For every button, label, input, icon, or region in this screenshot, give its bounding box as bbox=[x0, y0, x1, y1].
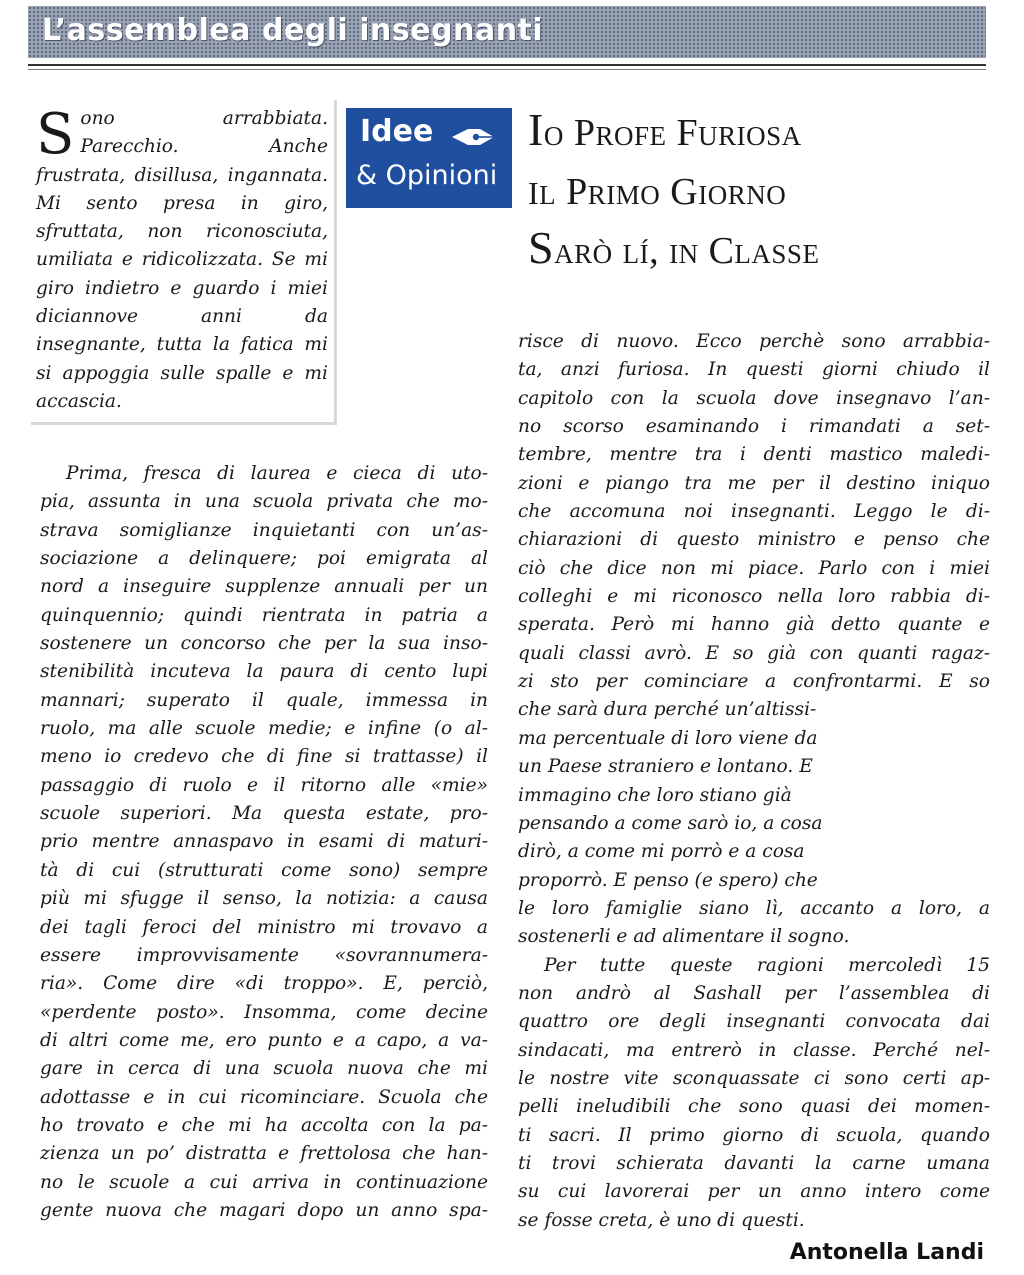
text-line: ma percentuale di loro viene da bbox=[518, 727, 818, 749]
headline-line-2: il Primo Giorno bbox=[528, 163, 787, 214]
headline-line-1: Io Profe Furiosa bbox=[528, 104, 802, 155]
text-line: ciò che dice non mi piace. Parlo con i miei bbox=[518, 557, 990, 579]
text-line: ria». Come dire «di troppo». E, perciò, bbox=[40, 973, 488, 995]
text-line: pia, assunta in una scuola privata che mo- bbox=[40, 491, 488, 513]
author-byline: Antonella Landi bbox=[789, 1240, 984, 1265]
text-line: sostenere un concorso che per la sua inso- bbox=[40, 633, 488, 655]
article-column-left bbox=[40, 460, 488, 1225]
text-line: ti trovi schierata davanti la carne umana bbox=[518, 1152, 990, 1174]
text-line: essere improvvisamente «sovrannumera- bbox=[40, 944, 488, 966]
text-line: di altri come me, ero punto e a capo, a va- bbox=[40, 1029, 488, 1051]
text-line: pelli ineludibili che sono quasi dei momen- bbox=[518, 1096, 990, 1118]
text-line: dirò, a come mi porrò e a cosa bbox=[518, 841, 805, 863]
text-line: prio mentre annaspavo in esami di maturi- bbox=[40, 831, 488, 853]
text-line: no scorso esaminando i rimandati a set- bbox=[518, 416, 990, 438]
text-line: quali classi avrò. E so già con quanti ragaz- bbox=[518, 642, 990, 664]
text-line: zi sto per cominciare a confrontarmi. E so bbox=[518, 671, 990, 693]
text-line: gare in cerca di una scuola nuova che mi bbox=[40, 1058, 488, 1080]
section-banner-title: L’assemblea degli insegnanti bbox=[42, 13, 544, 48]
text-line: meno io credevo che di fine si trattasse) il bbox=[40, 746, 488, 768]
text-line: che accomuna noi insegnanti. Leggo le di- bbox=[518, 501, 990, 523]
text-line: ho trovato e che mi ha accolta con la pa- bbox=[40, 1114, 488, 1136]
text-line: sperata. Però mi hanno già detto quante e bbox=[518, 614, 990, 636]
headline bbox=[528, 102, 998, 279]
text-line: risce di nuovo. Ecco perchè sono arrabbia- bbox=[518, 331, 990, 352]
text-line: se fosse creta, è uno di questi. bbox=[518, 1209, 805, 1231]
text-line: zioni e piango tra me per il destino iniquo bbox=[518, 472, 990, 494]
idee-opinioni-logo bbox=[346, 108, 512, 208]
headline-line-3: Sarò lí, in Classe bbox=[528, 222, 820, 273]
intro-paragraph bbox=[36, 102, 328, 416]
text-line: gente nuova che magari dopo un anno spa- bbox=[40, 1199, 488, 1221]
text-line: pensando a come sarò io, a cosa bbox=[518, 812, 823, 834]
text-line: sociazione a delinquere; poi emigrata al bbox=[40, 548, 488, 570]
text-line: passaggio di ruolo e il ritorno alle «mie» bbox=[40, 774, 488, 796]
section-banner bbox=[28, 6, 986, 58]
logo-line1: Idee bbox=[360, 114, 434, 149]
pen-nib-icon bbox=[450, 124, 496, 150]
text-line: colleghi e mi riconosco nella loro rabbia di- bbox=[518, 586, 990, 608]
text-line: chiarazioni di questo ministro e penso che bbox=[518, 529, 990, 551]
article-column-right bbox=[518, 328, 990, 1235]
logo-line2: & Opinioni bbox=[356, 160, 498, 191]
text-line: non andrò al Sashall per l’assemblea di bbox=[518, 982, 990, 1004]
header-rule bbox=[28, 64, 986, 66]
text-line: Per tutte queste ragioni mercoledì 15 bbox=[544, 954, 990, 976]
text-line: quinquennio; quindi rientrata in patria a bbox=[40, 604, 488, 626]
text-line: scuole superiori. Ma questa estate, pro- bbox=[40, 803, 488, 825]
text-line: sostenerli e ad alimentare il sogno. bbox=[518, 926, 850, 948]
intro-text: ono arrabbiata. Parecchio. Anche frustrata, disillusa, ingannata. Mi sento presa in giro, sfruttata, non riconosciuta, umiliata e ridicolizzata. Se mi giro indietro e guardo i miei diciannove anni da insegnante, tutta la fatica mi si appoggia sulle spalle e mi accascia. bbox=[36, 108, 328, 412]
text-line: strava somiglianze inquietanti con un’as- bbox=[40, 519, 488, 541]
text-line: no le scuole a cui arriva in continuazione bbox=[40, 1171, 488, 1193]
drop-cap: S bbox=[36, 102, 75, 167]
text-line: sindacati, ma entrerò in classe. Perché nel- bbox=[518, 1039, 990, 1061]
text-line: ti sacri. Il primo giorno di scuola, quando bbox=[518, 1124, 990, 1146]
text-line: quattro ore degli insegnanti convocata dai bbox=[518, 1011, 990, 1033]
text-line: proporrò. E penso (e spero) che bbox=[518, 869, 818, 891]
text-line: stenibilità incuteva la paura di cento lupi bbox=[40, 661, 488, 683]
text-line: mannari; superato il quale, immessa in bbox=[40, 689, 488, 711]
text-line: più mi sfugge il senso, la notizia: a causa bbox=[40, 888, 488, 910]
text-line: Prima, fresca di laurea e cieca di uto- bbox=[66, 463, 488, 484]
text-line: dei tagli feroci del ministro mi trovavo a bbox=[40, 916, 488, 938]
text-line: le loro famiglie siano lì, accanto a loro, a bbox=[518, 897, 990, 919]
header-rule-thin bbox=[28, 69, 986, 70]
text-line: «perdente posto». Insomma, come decine bbox=[40, 1001, 488, 1023]
text-line: tembre, mentre tra i denti mastico maledi- bbox=[518, 444, 990, 466]
text-line: immagino che loro stiano già bbox=[518, 784, 792, 806]
text-line: tà di cui (strutturati come sono) sempre bbox=[40, 859, 488, 881]
text-line: su cui lavorerai per un anno intero come bbox=[518, 1181, 990, 1203]
text-line: nord a inseguire supplenze annuali per un bbox=[40, 576, 488, 598]
intro-box bbox=[28, 97, 334, 422]
text-line: le nostre vite sconquassate ci sono certi ap- bbox=[518, 1067, 990, 1089]
text-line: che sarà dura perché un’altissi- bbox=[518, 699, 817, 721]
text-line: ruolo, ma alle scuole medie; e infine (o al- bbox=[40, 718, 488, 740]
text-line: ta, anzi furiosa. In questi giorni chiudo il bbox=[518, 359, 990, 381]
text-line: capitolo con la scuola dove insegnavo l’an- bbox=[518, 387, 990, 409]
text-line: adottasse e in cui ricominciare. Scuola che bbox=[40, 1086, 488, 1108]
text-line: un Paese straniero e lontano. E bbox=[518, 756, 813, 778]
text-line: zienza un po’ distratta e frettolosa che han- bbox=[40, 1143, 488, 1165]
